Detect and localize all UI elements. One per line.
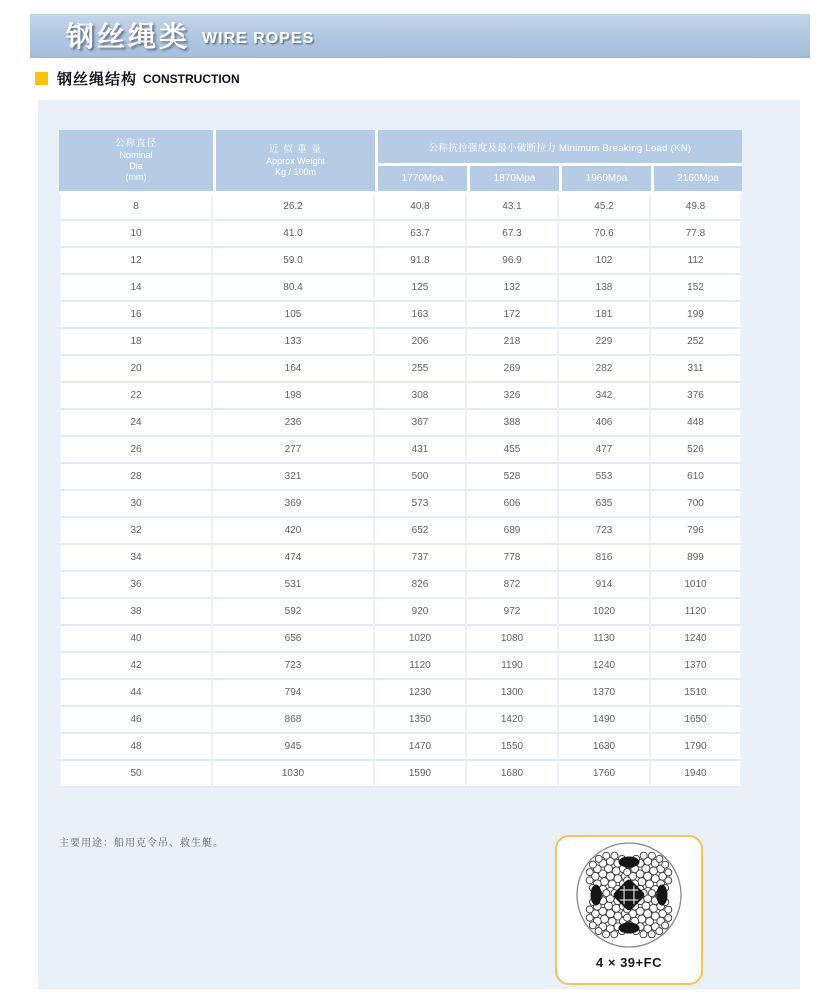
table-row <box>59 248 742 275</box>
load-1960-cell: 914 <box>559 572 651 599</box>
load-2160-cell: 252 <box>651 329 742 356</box>
load-2160-cell: 526 <box>651 437 742 464</box>
load-2160-cell: 112 <box>651 248 742 275</box>
load-2160-cell: 448 <box>651 410 742 437</box>
load-1870-cell: 269 <box>467 356 559 383</box>
load-1870-cell: 172 <box>467 302 559 329</box>
weight-cell: 794 <box>213 680 375 707</box>
load-1770-cell: 826 <box>375 572 467 599</box>
load-2160-cell: 376 <box>651 383 742 410</box>
load-1870-cell: 1680 <box>467 761 559 788</box>
table-row <box>59 653 742 680</box>
load-1960-cell: 1490 <box>559 707 651 734</box>
weight-cell: 592 <box>213 599 375 626</box>
load-1870-cell: 455 <box>467 437 559 464</box>
load-1960-cell: 102 <box>559 248 651 275</box>
load-1960-cell: 181 <box>559 302 651 329</box>
load-1870-cell: 132 <box>467 275 559 302</box>
table-row <box>59 626 742 653</box>
load-1770-cell: 573 <box>375 491 467 518</box>
load-1960-cell: 282 <box>559 356 651 383</box>
load-1960-cell: 70.6 <box>559 221 651 248</box>
dia-cell: 34 <box>59 545 213 572</box>
load-1960-cell: 342 <box>559 383 651 410</box>
dia-cell: 46 <box>59 707 213 734</box>
load-1960-cell: 816 <box>559 545 651 572</box>
weight-cell: 236 <box>213 410 375 437</box>
table-row <box>59 734 742 761</box>
table-row <box>59 545 742 572</box>
header-approx-weight: 近 似 重 量 Approx Weight Kg / 100m <box>213 130 375 194</box>
load-1770-cell: 1120 <box>375 653 467 680</box>
weight-cell: 105 <box>213 302 375 329</box>
table-row <box>59 707 742 734</box>
load-1960-cell: 1370 <box>559 680 651 707</box>
table-row <box>59 221 742 248</box>
yellow-square-icon <box>35 72 48 85</box>
header-breaking-load: 公称抗拉强度及最小破断拉力 Minimum Breaking Load (KN) <box>375 130 742 166</box>
weight-cell: 868 <box>213 707 375 734</box>
dia-cell: 44 <box>59 680 213 707</box>
load-2160-cell: 1510 <box>651 680 742 707</box>
load-2160-cell: 152 <box>651 275 742 302</box>
weight-cell: 945 <box>213 734 375 761</box>
load-1770-cell: 920 <box>375 599 467 626</box>
header-grade-1960: 1960Mpa <box>559 166 651 194</box>
load-1870-cell: 872 <box>467 572 559 599</box>
header-grade-2160: 2160Mpa <box>651 166 742 194</box>
weight-cell: 80.4 <box>213 275 375 302</box>
weight-cell: 420 <box>213 518 375 545</box>
dia-cell: 30 <box>59 491 213 518</box>
load-1870-cell: 1300 <box>467 680 559 707</box>
dia-cell: 42 <box>59 653 213 680</box>
load-1770-cell: 163 <box>375 302 467 329</box>
dia-cell: 16 <box>59 302 213 329</box>
section-title-en: CONSTRUCTION <box>143 71 240 86</box>
load-1770-cell: 1020 <box>375 626 467 653</box>
load-1870-cell: 96.9 <box>467 248 559 275</box>
dia-cell: 8 <box>59 194 213 221</box>
load-1770-cell: 308 <box>375 383 467 410</box>
load-1960-cell: 635 <box>559 491 651 518</box>
load-1960-cell: 477 <box>559 437 651 464</box>
weight-cell: 321 <box>213 464 375 491</box>
load-1870-cell: 1550 <box>467 734 559 761</box>
load-1870-cell: 778 <box>467 545 559 572</box>
page-title-en: WIRE ROPES <box>202 30 315 47</box>
dia-cell: 24 <box>59 410 213 437</box>
load-1960-cell: 1630 <box>559 734 651 761</box>
dia-cell: 38 <box>59 599 213 626</box>
construction-label: 4 × 39+FC <box>596 955 662 970</box>
load-2160-cell: 311 <box>651 356 742 383</box>
load-1870-cell: 1190 <box>467 653 559 680</box>
load-1960-cell: 229 <box>559 329 651 356</box>
load-1870-cell: 326 <box>467 383 559 410</box>
load-1770-cell: 652 <box>375 518 467 545</box>
dia-cell: 18 <box>59 329 213 356</box>
load-1770-cell: 91.8 <box>375 248 467 275</box>
load-1870-cell: 1080 <box>467 626 559 653</box>
load-1870-cell: 218 <box>467 329 559 356</box>
load-2160-cell: 77.8 <box>651 221 742 248</box>
weight-cell: 531 <box>213 572 375 599</box>
load-1960-cell: 1760 <box>559 761 651 788</box>
load-2160-cell: 1120 <box>651 599 742 626</box>
header-nominal-dia: 公称直径 Nominal Dia (mm) <box>59 130 213 194</box>
dia-cell: 14 <box>59 275 213 302</box>
table-row <box>59 518 742 545</box>
load-1870-cell: 528 <box>467 464 559 491</box>
table-row <box>59 194 742 221</box>
dia-cell: 32 <box>59 518 213 545</box>
load-1770-cell: 367 <box>375 410 467 437</box>
table-row <box>59 329 742 356</box>
load-1770-cell: 1590 <box>375 761 467 788</box>
load-1770-cell: 206 <box>375 329 467 356</box>
load-1770-cell: 1350 <box>375 707 467 734</box>
weight-cell: 369 <box>213 491 375 518</box>
weight-cell: 133 <box>213 329 375 356</box>
weight-cell: 198 <box>213 383 375 410</box>
table-panel <box>38 100 800 989</box>
load-1870-cell: 972 <box>467 599 559 626</box>
dia-cell: 20 <box>59 356 213 383</box>
load-1770-cell: 737 <box>375 545 467 572</box>
load-2160-cell: 796 <box>651 518 742 545</box>
wire-rope-cross-section-image <box>559 839 699 957</box>
usage-note: 主要用途：船用克令吊、救生艇。 <box>59 838 224 849</box>
load-2160-cell: 1240 <box>651 626 742 653</box>
table-row <box>59 491 742 518</box>
load-1870-cell: 606 <box>467 491 559 518</box>
load-2160-cell: 1940 <box>651 761 742 788</box>
weight-cell: 723 <box>213 653 375 680</box>
page-title-zh: 钢丝绳类 <box>66 21 191 52</box>
load-1770-cell: 40.8 <box>375 194 467 221</box>
page-banner <box>30 14 810 58</box>
load-2160-cell: 1650 <box>651 707 742 734</box>
dia-cell: 28 <box>59 464 213 491</box>
table-row <box>59 356 742 383</box>
load-2160-cell: 1790 <box>651 734 742 761</box>
load-1770-cell: 431 <box>375 437 467 464</box>
table-row <box>59 302 742 329</box>
dia-cell: 26 <box>59 437 213 464</box>
weight-cell: 59.0 <box>213 248 375 275</box>
section-header <box>35 68 240 89</box>
header-grade-1870: 1870Mpa <box>467 166 559 194</box>
load-1870-cell: 388 <box>467 410 559 437</box>
load-2160-cell: 49.8 <box>651 194 742 221</box>
load-1960-cell: 553 <box>559 464 651 491</box>
weight-cell: 277 <box>213 437 375 464</box>
load-2160-cell: 199 <box>651 302 742 329</box>
table-row <box>59 383 742 410</box>
load-1770-cell: 255 <box>375 356 467 383</box>
table-row <box>59 275 742 302</box>
header-approx-weight-zh: 近 似 重 量 <box>269 143 322 155</box>
load-1960-cell: 1240 <box>559 653 651 680</box>
load-2160-cell: 610 <box>651 464 742 491</box>
dia-cell: 50 <box>59 761 213 788</box>
table-row <box>59 464 742 491</box>
weight-cell: 26.2 <box>213 194 375 221</box>
load-1770-cell: 1230 <box>375 680 467 707</box>
breaking-load-table <box>59 130 742 788</box>
load-1960-cell: 1020 <box>559 599 651 626</box>
dia-cell: 22 <box>59 383 213 410</box>
load-1960-cell: 138 <box>559 275 651 302</box>
load-1960-cell: 1130 <box>559 626 651 653</box>
weight-cell: 41.0 <box>213 221 375 248</box>
load-1770-cell: 500 <box>375 464 467 491</box>
load-1870-cell: 689 <box>467 518 559 545</box>
weight-cell: 656 <box>213 626 375 653</box>
dia-cell: 36 <box>59 572 213 599</box>
dia-cell: 12 <box>59 248 213 275</box>
header-grade-1770: 1770Mpa <box>375 166 467 194</box>
load-1960-cell: 406 <box>559 410 651 437</box>
table-row <box>59 437 742 464</box>
load-1870-cell: 43.1 <box>467 194 559 221</box>
table-row <box>59 599 742 626</box>
load-2160-cell: 1010 <box>651 572 742 599</box>
dia-cell: 48 <box>59 734 213 761</box>
construction-diagram-box <box>555 835 703 985</box>
table-row <box>59 572 742 599</box>
load-1870-cell: 67.3 <box>467 221 559 248</box>
load-2160-cell: 1370 <box>651 653 742 680</box>
load-2160-cell: 899 <box>651 545 742 572</box>
dia-cell: 40 <box>59 626 213 653</box>
load-1770-cell: 63.7 <box>375 221 467 248</box>
weight-cell: 164 <box>213 356 375 383</box>
load-1870-cell: 1420 <box>467 707 559 734</box>
load-1770-cell: 125 <box>375 275 467 302</box>
table-row <box>59 680 742 707</box>
load-2160-cell: 700 <box>651 491 742 518</box>
load-1960-cell: 45.2 <box>559 194 651 221</box>
weight-cell: 474 <box>213 545 375 572</box>
weight-cell: 1030 <box>213 761 375 788</box>
load-1960-cell: 723 <box>559 518 651 545</box>
table-row <box>59 761 742 788</box>
load-1770-cell: 1470 <box>375 734 467 761</box>
table-row <box>59 410 742 437</box>
header-nominal-dia-zh: 公称直径 <box>114 138 157 149</box>
dia-cell: 10 <box>59 221 213 248</box>
section-title-zh: 钢丝绳结构 <box>57 71 138 88</box>
